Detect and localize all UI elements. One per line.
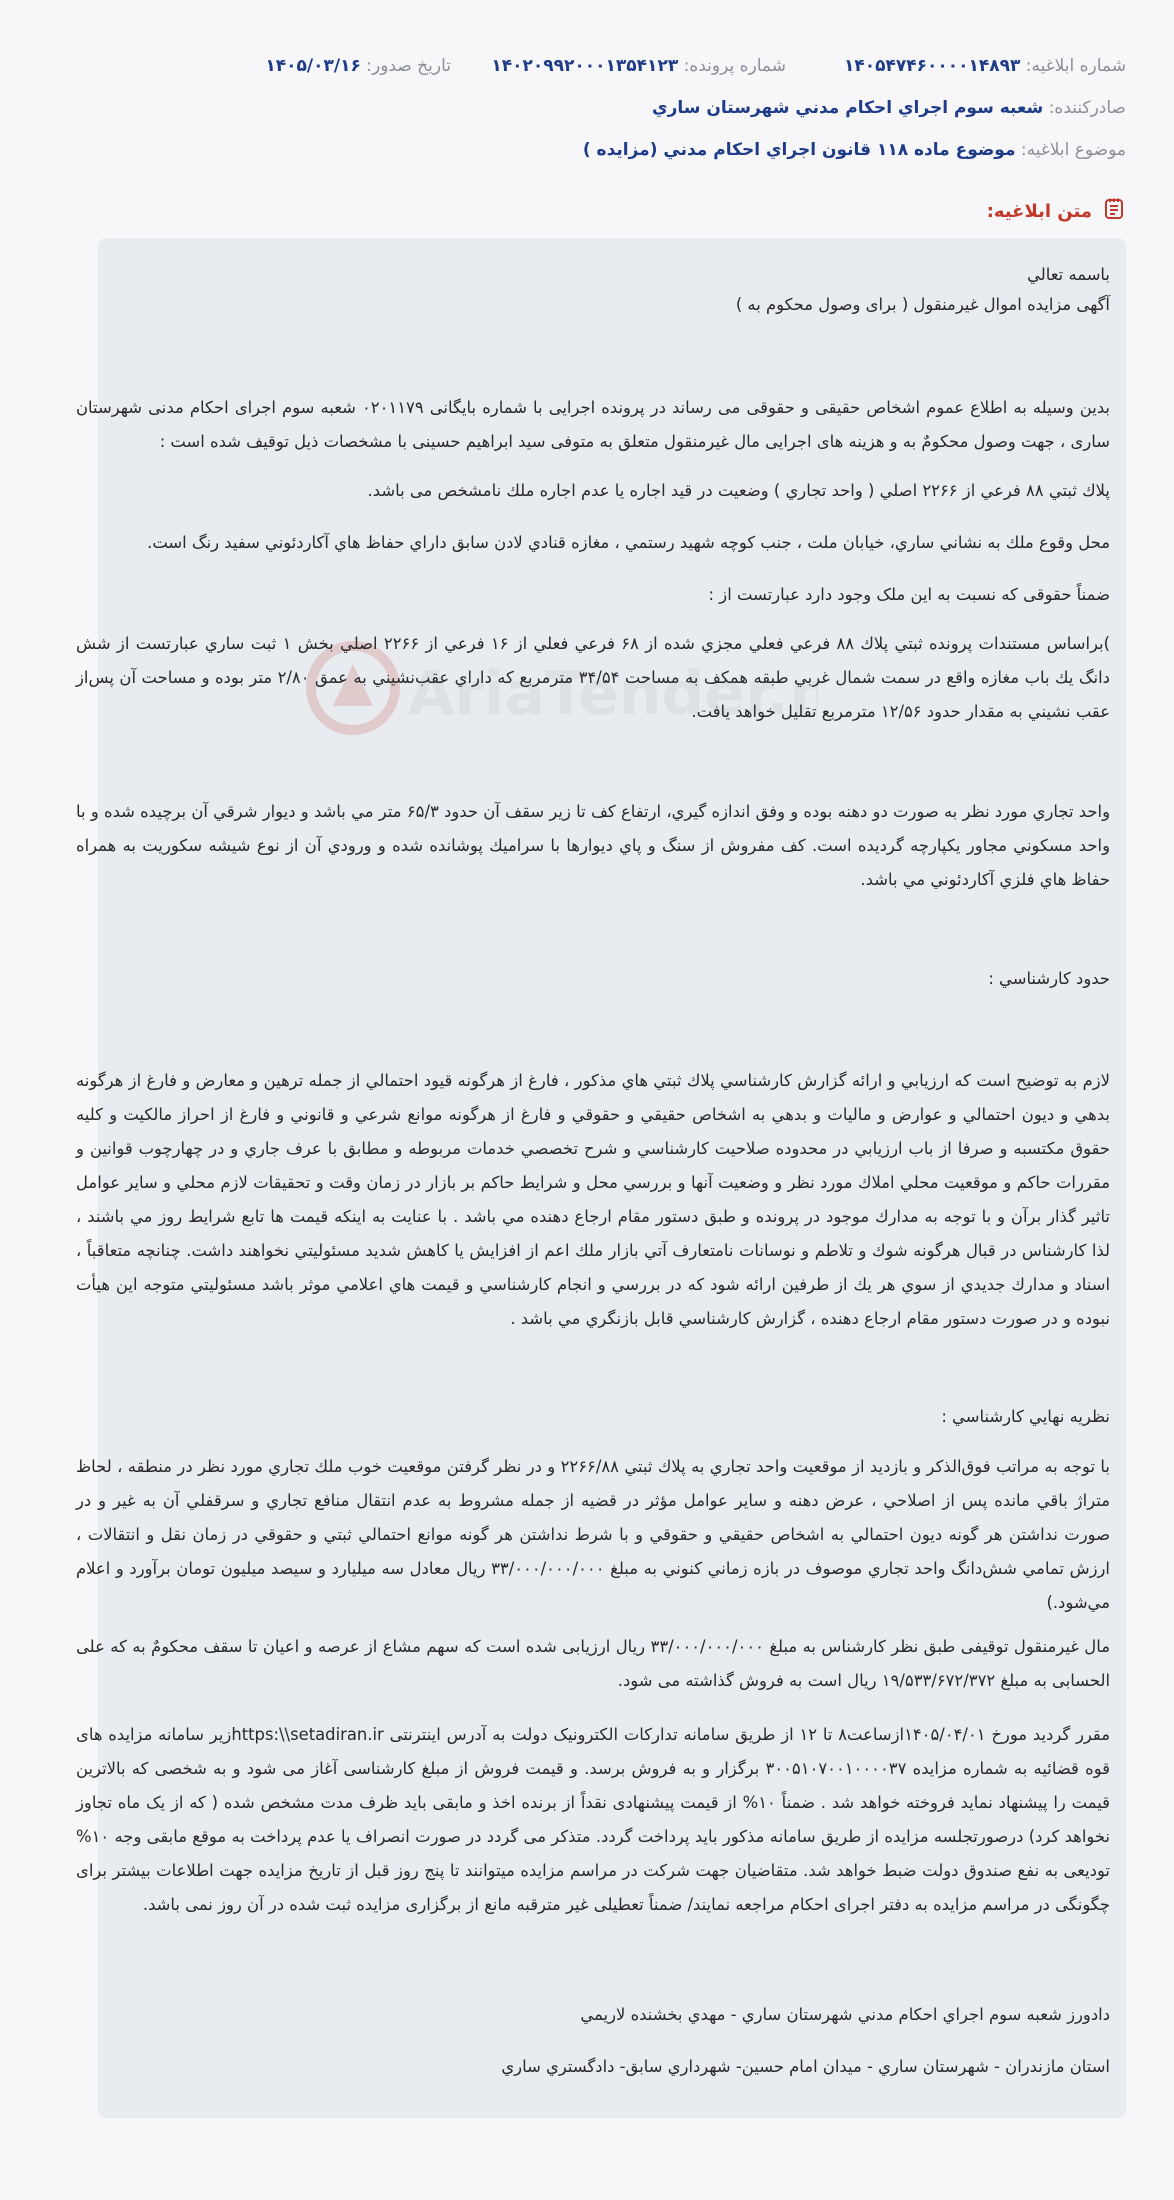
- subject: [583, 140, 1126, 160]
- final-opinion-heading: نظريه نهايي كارشناسي :: [941, 1407, 1110, 1426]
- salutation: باسمه تعالي: [1027, 265, 1110, 284]
- header-row-subject: [100, 140, 1126, 166]
- paragraph-plaque: پلاك ثبتي ۸۸ فرعي از ۲۲۶۶ اصلي ( واحد تجاري ) وضعيت در قيد اجاره يا عدم اجاره ملك نامشخص مى باشد.: [367, 481, 1110, 500]
- content-title-label: متن ابلاغيه:: [986, 201, 1092, 222]
- paragraph-rights-heading: ضمناً حقوقی که نسبت به این ملک وجود دارد عبارتست از :: [708, 585, 1110, 604]
- document-icon: [1102, 197, 1126, 226]
- paragraph-valuation: مال غیرمنقول توقیفی طبق نظر کارشناس به مبلغ ۳۳/۰۰۰/۰۰۰/۰۰۰ ریال ارزیابی شده است که سهم مشاع از عرصه و اعیان تا سقف محکومٌ به که علی الحسابی به مبلغ ۱۹/۵۳۳/۶۷۲/۳۷۲ ریال است به فروش گذاشته می شود.: [76, 1637, 1110, 1690]
- svg-text:AriaTender.net: AriaTender.n: [408, 659, 818, 729]
- notice-number-label: شماره ابلاغيه:: [1025, 56, 1126, 76]
- notice-number: [844, 56, 1126, 76]
- address-line: استان مازندران - شهرستان ساري - ميدان امام حسين- شهرداري سابق- دادگستري ساري: [501, 2057, 1110, 2076]
- case-number: [491, 56, 786, 76]
- issuer-label: صادرکننده:: [1048, 98, 1126, 118]
- case-number-value: ۱۴۰۲۰۹۹۲۰۰۰۱۳۵۴۱۲۳: [491, 56, 679, 76]
- header-row-ids: [100, 56, 1126, 82]
- paragraph-auction-terms: مقرر گردید مورخ ۱۴۰۵/۰۴/۰۱ازساعت۸ تا ۱۲ از طریق سامانه تدارکات الکترونیک دولت به آدرس اینترنتی https:\\setadiran.irزیر سامانه مزایده های قوه قضائیه به شماره مزایده ۳۰۰۵۱۰۷۰۰۱۰۰۰۰۳۷ برگزار و به فروش برسد. و قیمت فروش از مبلغ کارشناسی آغاز می شود و به شخصی که بالاترین قیمت را پیشنهاد نماید فروخته خواهد شد . ضمناً ۱۰% از قیمت پیشنهادی نقداً از برنده اخذ و مابقی باید ظرف مدت مشخص شده ( که از یک ماه تجاوز نخواهد کرد) درصورتجلسه مزایده از طریق سامانه مذکور باید پرداخت گردد. متذکر می گردد در صورت انصراف یا عدم پرداخت به موقع مابقی وجه ۱۰% تودیعی به نفع صندوق دولت ضبط خواهد شد. متقاضیان جهت شرکت در مراسم مزایده میتوانند تا پنج روز قبل از تاریخ مزایده جهت اطلاعات بیشتر برای چگونگی در مراسم مزایده به دفتر اجرای احکام مراجعه نمایند/ ضمناً تعطیلی غیر مترقبه مانع از برگزاری مزایده ثبت شده در آن روز نمی باشد.: [76, 1725, 1111, 1914]
- issue-date: [265, 56, 451, 76]
- issue-date-value: ۱۴۰۵/۰۳/۱۶: [265, 56, 361, 76]
- signature-line: دادورز شعبه سوم اجراي احكام مدني شهرستان ساري - مهدي بخشنده لاريمي: [580, 2005, 1110, 2024]
- paragraph-unit-description: واحد تجاري مورد نظر به صورت دو دهنه بوده و وفق اندازه گيري، ارتفاع كف تا زير سقف آن حدود ۶۵/۳ متر مي باشد و ديوار شرقي آن برچيده شده و با واحد مسكوني مجاور يكپارچه گرديده است. كف مفروش از سنگ و پاي ديوارها با سراميك پوشانده شده و ورودي آن از نوع شيشه سكوريت به همراه حفاظ هاي فلزي آكاردئوني مي باشد.: [76, 802, 1111, 889]
- paragraph-registration: )براساس مستندات پرونده ثبتي پلاك ۸۸ فرعي فعلي مجزي شده از ۶۸ فرعي فعلي از ۱۶ فرعي از ۲۲۶۶ اصلي بخش ۱ ثبت ساري عبارتست از شش دانگ يك باب مغازه واقع در سمت شمال غربي طبقه همكف به مساحت ۳۴/۵۴ مترمربع كه داراي عقب‌نشيني به عمق ۲/۸۰ متر بوده و مساحت آن پس‌از عقب نشيني به مقدار حدود ۱۲/۵۶ مترمربع تقليل خواهد يافت.: [76, 634, 1111, 721]
- content-title: [987, 197, 1126, 226]
- subject-label: موضوع ابلاغيه:: [1020, 140, 1126, 160]
- issuer: [652, 98, 1126, 118]
- paragraph-final-opinion: با توجه به مراتب فوق‌الذكر و بازديد از موقعيت واحد تجاري به پلاك ثبتي ۲۲۶۶/۸۸ و در نظر گرفتن موقعيت خوب ملك تجاري مورد نظر در منطقه ، لحاظ متراژ باقي مانده پس از اصلاحي ، عرض دهنه و ساير عوامل مؤثر در قضيه از جمله مشروط به عدم انتقال منافع تجاري و سرقفلي آن به غير و در صورت نداشتن هر گونه ديون احتمالي به اشخاص حقيقي و حقوقي و با شرط نداشتن هر گونه موانع احتمالي ثبتي و حقوقي در زمان نقل و انتقالات ، ارزش تمامي شش‌دانگ واحد تجاري موصوف در بازه زماني كنوني به مبلغ ۳۳/۰۰۰/۰۰۰/۰۰۰ ريال معادل سه ميليارد و سيصد ميليون تومان برآورد و اعلام مي‌شود.): [76, 1457, 1110, 1612]
- notice-number-value: ۱۴۰۵۴۷۴۶۰۰۰۰۱۴۸۹۳: [843, 56, 1021, 76]
- expertise-limits-heading: حدود كارشناسي :: [988, 969, 1110, 988]
- paragraph-intro: بدین وسیله به اطلاع عموم اشخاص حقیقی و حقوقی می رساند در پرونده اجرایی با شماره بایگانی ۰۲۰۱۱۷۹ شعبه سوم اجرای احکام مدنی شهرستان ساری ، جهت وصول محکومٌ به و هزینه های اجرایی مال غیرمنقول متعلق به متوفی سید ابراهیم حسینی با مشخصات ذیل توقیف شده است :: [76, 398, 1110, 451]
- notice-heading: آگهی مزایده اموال غیرمنقول ( برای وصول محکوم به ): [735, 295, 1110, 314]
- paragraph-location: محل وقوع ملك به نشاني ساري، خيابان ملت ، جنب كوچه شهيد رستمي ، مغازه قنادي لادن سابق داراي حفاظ هاي آكاردئوني سفيد رنگ است.: [147, 533, 1110, 552]
- case-number-label: شماره پرونده:: [683, 56, 786, 76]
- subject-value: موضوع ماده ۱۱۸ قانون اجراي احكام مدني (مزايده ): [582, 140, 1016, 160]
- header-row-issuer: [100, 98, 1126, 124]
- issue-date-label: تاريخ صدور:: [366, 56, 451, 76]
- paragraph-expertise-limits: لازم به توضيح است كه ارزيابي و ارائه گزارش كارشناسي پلاك ثبتي هاي مذكور ، فارغ از هرگونه قيود احتمالي از جمله ترهين و معارض و فارغ از هرگونه بدهي و ديون احتمالي و عوارض و ماليات و بدهي به اشخاص حقيقي و حقوقي و فارغ از هرگونه موانع شرعي و قانوني و فارغ از احراز مالكيت و كليه حقوق مكتسبه و صرفا از باب ارزيابي در محدوده صلاحيت كارشناسي و شرح تخصصي خدمات مربوطه و مطابق با عرف جاري و در چهارچوب قوانين و مقررات حاكم و موقعيت محلي املاك مورد نظر و وضعيت آنها و بررسي محل و شرايط حاكم بر بازار در زمان وقت و تحقيقات لازم محلي و ساير عوامل تاثير گذار برآن و با توجه به مدارك موجود در پرونده و طبق دستور مقام ارجاع دهنده مي باشد . با عنايت به اينكه قيمت ها تابع شرايط روز مي باشند ، لذا كارشناس در قبال هرگونه شوك و تلاطم و نوسانات نامتعارف آتي بازار ملك اعم از افزايش يا كاهش شديد مسئوليتي نخواهند داشت. چنانچه متعاقباً ، اسناد و مدارك جديدي از سوي هر يك از طرفين ارائه شود كه در بررسي و انجام كارشناسي و قيمت هاي اعلامي موثر باشد مسئوليتي متوجه اين هيأت نبوده و در صورت دستور مقام ارجاع دهنده ، گزارش كارشناسي قابل بازنگري مي باشد .: [76, 1071, 1110, 1328]
- issuer-value: شعبه سوم اجراي احكام مدني شهرستان ساري: [652, 98, 1044, 118]
